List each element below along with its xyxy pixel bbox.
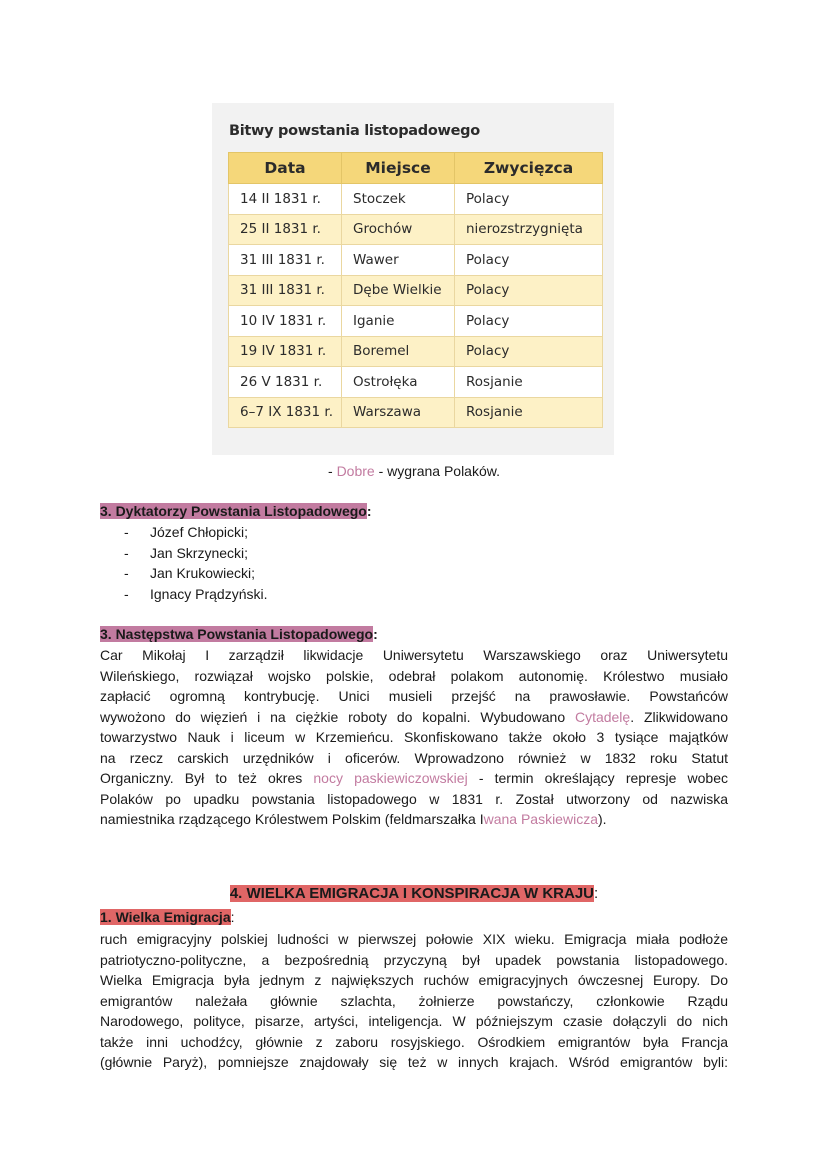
cell-date: 10 IV 1831 r. [229,306,342,337]
column-header-date: Data [229,153,342,184]
paragraph-line: także inni uchodźcy, głównie z zaboru rosyjskiego. Ośrodkiem emigrantów była Francja [100,1033,728,1050]
figure-title: Bitwy powstania listopadowego [229,123,480,139]
emigration-heading [100,909,235,925]
consequences-heading-text: 3. Następstwa Powstania Listopadowego [100,626,374,642]
cell-date: 6–7 IX 1831 r. [229,397,342,428]
cell-date: 26 V 1831 r. [229,367,342,398]
paragraph-line: towarzystwo Nauk i liceum w Krzemieńcu. Skonfiskowano także około 3 tysiące majątków [100,729,728,745]
cell-place: Stoczek [342,184,455,215]
list-item: - Józef Chłopicki; [124,522,268,543]
caption-suffix: - wygrana Polaków. [374,463,500,479]
section-title-text: 4. WIELKA EMIGRACJA I KONSPIRACJA W KRAJU [229,885,595,902]
dictators-heading-text: 3. Dyktatorzy Powstania Listopadowego [100,503,367,519]
battles-table [228,152,603,428]
heading-colon: : [366,503,372,519]
cell-date: 31 III 1831 r. [229,245,342,276]
cell-date: 31 III 1831 r. [229,275,342,306]
heading-colon: : [594,885,599,902]
paragraph-line: Polaków po upadku powstania listopadowego w 1831 r. Został utworzony od nazwiska [100,790,728,807]
table-row [229,336,603,367]
paragraph-line: ruch emigracyjny polskiej ludności w pierwszej połowie XIX wieku. Emigracja miała podłoże [100,931,728,947]
paragraph-line: Wileńskiego, rozwiązał wojsko polskie, odebrał polakom autonomię. Królestwo musiało [100,667,728,684]
paragraph-line: Narodowego, polityce, pisarze, artyści, inteligencja. W późniejszym czasie dołączyli do nich [100,1013,728,1029]
cell-winner: Polacy [455,306,603,337]
caption-prefix: - [328,463,337,479]
paragraph-line: Car Mikołaj I zarządził likwidacje Uniwersytetu Warszawskiego oraz Uniwersytetu [100,647,728,663]
cell-date: 19 IV 1831 r. [229,336,342,367]
cell-place: Grochów [342,214,455,245]
citadel-link[interactable]: Cytadelę [574,708,631,725]
paragraph-line [100,809,728,830]
list-item: - Jan Krukowiecki; [124,563,268,584]
cell-place: Warszawa [342,397,455,428]
list-item: - Jan Skrzynecki; [124,543,268,564]
line-text: - termin określający represje wobec [467,770,728,786]
table-row [229,275,603,306]
cell-winner: Polacy [455,245,603,276]
cell-place: Boremel [342,336,455,367]
cell-winner: nierozstrzygnięta [455,214,603,245]
heading-colon: : [230,909,235,925]
cell-place: Dębe Wielkie [342,275,455,306]
emigration-heading-text: 1. Wielka Emigracja [100,909,231,925]
column-header-winner: Zwycięzca [455,153,603,184]
paragraph-line: emigrantów należała głównie szlachta, żołnierze powstańczy, członkowie Rządu [100,992,728,1009]
line-text: Organiczny. Był to też okres [100,770,314,786]
list-item: - Ignacy Prądzyński. [124,584,268,605]
cell-place: Wawer [342,245,455,276]
table-row [229,397,603,428]
cell-winner: Rosjanie [455,397,603,428]
table-row [229,214,603,245]
section-title [0,885,828,902]
paragraph-line: Wielka Emigracja była jednym z największych ruchów emigracyjnych ówczesnej Europy. Do [100,972,728,988]
cell-winner: Polacy [455,184,603,215]
consequences-paragraph [100,645,728,830]
battles-figure [212,103,614,455]
dictators-list [124,522,268,604]
line-text: wywożono do więzień i na ciężkie roboty do kopalni. Wybudowano [100,708,575,725]
cell-winner: Rosjanie [455,367,603,398]
paskiewicz-link[interactable]: wana Paskiewicza [483,811,598,827]
table-row [229,367,603,398]
cell-place: Iganie [342,306,455,337]
table-row [229,245,603,276]
paskiewicz-nights-link[interactable]: nocy paskiewiczowskiej [313,770,468,786]
paragraph-line: (głównie Paryż), pomniejsze znajdowały się też w innych krajach. Wśród emigrantów byli: [100,1054,728,1070]
table-row [229,184,603,215]
paragraph-line: zapłacić ogromną kontrybucję. Unici musieli przejść na prawosławie. Powstańców [100,688,728,704]
cell-place: Ostrołęka [342,367,455,398]
paragraph-line: patriotyczno-polityczne, a bezpośrednią przyczyną był upadek powstania listopadowego. [100,951,728,968]
cell-winner: Polacy [455,275,603,306]
cell-date: 25 II 1831 r. [229,214,342,245]
column-header-place: Miejsce [342,153,455,184]
figure-caption [0,463,828,479]
line-text: namiestnika rządzącego Królestwem Polskim (feldmarszałka I [100,811,484,827]
table-row [229,306,603,337]
dictators-heading [100,503,372,519]
paragraph-line [100,707,728,728]
paragraph-line [100,768,728,789]
cell-date: 14 II 1831 r. [229,184,342,215]
paragraph-line: na rzecz carskich urzędników i oficerów. Wprowadzono również w 1832 roku Statut [100,749,728,766]
caption-highlight-word: Dobre [336,463,375,479]
table-header-row [229,153,603,184]
emigration-paragraph [100,929,728,1073]
line-text: ). [597,811,607,827]
consequences-heading [100,626,378,642]
heading-colon: : [373,626,378,642]
cell-winner: Polacy [455,336,603,367]
line-text: . Zlikwidowano [630,708,728,725]
